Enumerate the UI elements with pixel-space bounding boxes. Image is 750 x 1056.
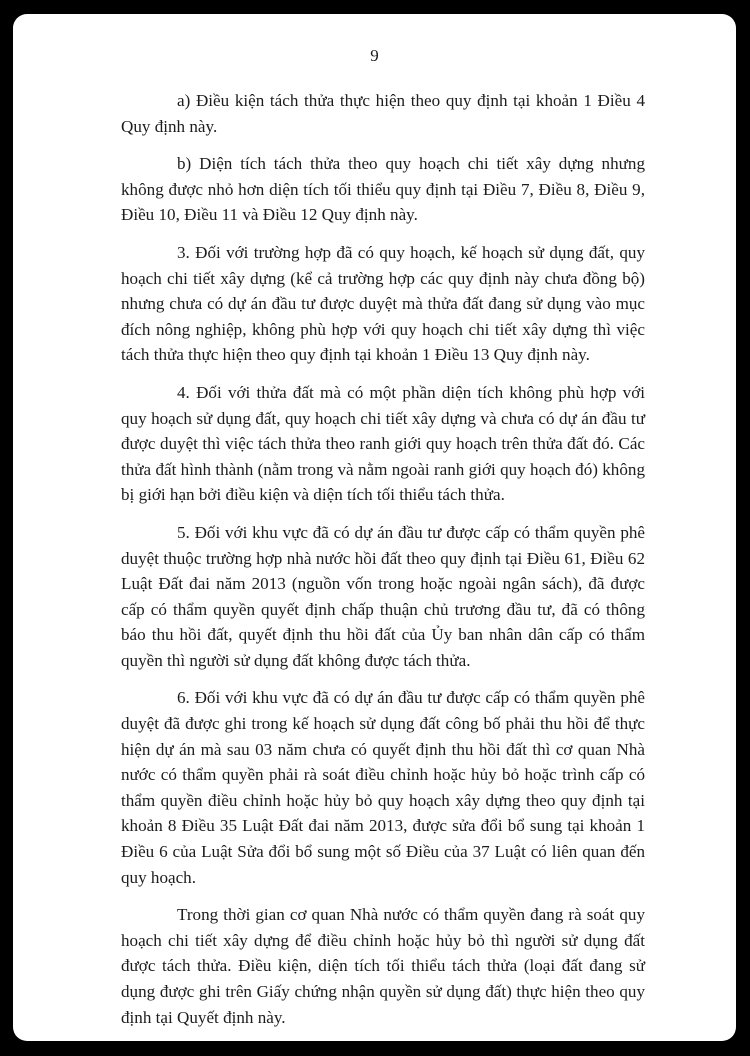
document-body: [121, 88, 645, 1041]
paragraph-6: 6. Đối với khu vực đã có dự án đầu tư được cấp có thẩm quyền phê duyệt đã được ghi trong kế hoạch sử dụng đất công bố phải thu hồi để thực hiện dự án mà sau 03 năm chưa có quyết định thu hồi đất thì cơ quan Nhà nước có thẩm quyền phải rà soát điều chỉnh hoặc hủy bỏ hoặc trình cấp có thẩm quyền điều chỉnh hoặc hủy bỏ quy hoạch xây dựng theo quy định tại khoản 8 Điều 35 Luật Đất đai năm 2013, được sửa đổi bổ sung tại khoản 1 Điều 6 của Luật Sửa đổi bổ sung một số Điều của 37 Luật có liên quan đến quy hoạch.: [121, 688, 645, 887]
paragraph-2a: a) Điều kiện tách thửa thực hiện theo quy định tại khoản 1 Điều 4 Quy định này.: [121, 91, 645, 136]
paragraph-6-continued: Trong thời gian cơ quan Nhà nước có thẩm quyền đang rà soát quy hoạch chi tiết xây dựng để điều chỉnh hoặc hủy bỏ thì người sử dụng đất được tách thửa. Điều kiện, diện tích tối thiểu tách thửa (loại đất đang sử dụng được ghi trên Giấy chứng nhận quyền sử dụng đất) thực hiện theo quy định tại Quyết định này.: [121, 905, 645, 1027]
paragraph-3: 3. Đối với trường hợp đã có quy hoạch, kế hoạch sử dụng đất, quy hoạch chi tiết xây dựng (kể cả trường hợp các quy định này chưa đồng bộ) nhưng chưa có dự án đầu tư được duyệt mà thửa đất đang sử dụng vào mục đích nông nghiệp, không phù hợp với quy hoạch chi tiết xây dựng thì việc tách thửa thực hiện theo quy định tại khoản 1 Điều 13 Quy định này.: [121, 242, 645, 365]
paragraph-5: 5. Đối với khu vực đã có dự án đầu tư được cấp có thẩm quyền phê duyệt thuộc trường hợp nhà nước hồi đất theo quy định tại Điều 61, Điều 62 Luật Đất đai năm 2013 (nguồn vốn trong hoặc ngoài ngân sách), đã được cấp có thẩm quyền quyết định chấp thuận chủ trương đầu tư, đã có thông báo thu hồi đất, quyết định thu hồi đất của Ủy ban nhân dân cấp có thẩm quyền thì người sử dụng đất không được tách thửa.: [121, 522, 645, 670]
paragraph-2b: b) Diện tích tách thửa theo quy hoạch chi tiết xây dựng nhưng không được nhỏ hơn diện tích tối thiểu quy định tại Điều 7, Điều 8, Điều 9, Điều 10, Điều 11 và Điều 12 Quy định này.: [121, 154, 645, 225]
paragraph-4: 4. Đối với thửa đất mà có một phần diện tích không phù hợp với quy hoạch sử dụng đất, quy hoạch chi tiết xây dựng và chưa có dự án đầu tư được duyệt thì việc tách thửa theo ranh giới quy hoạch trên thửa đất đó. Các thửa đất hình thành (nằm trong và nằm ngoài ranh giới quy hoạch đó) không bị giới hạn bởi điều kiện và diện tích tối thiểu tách thửa.: [121, 382, 645, 505]
page-number: 9: [370, 46, 379, 65]
document-page: [13, 14, 736, 1041]
